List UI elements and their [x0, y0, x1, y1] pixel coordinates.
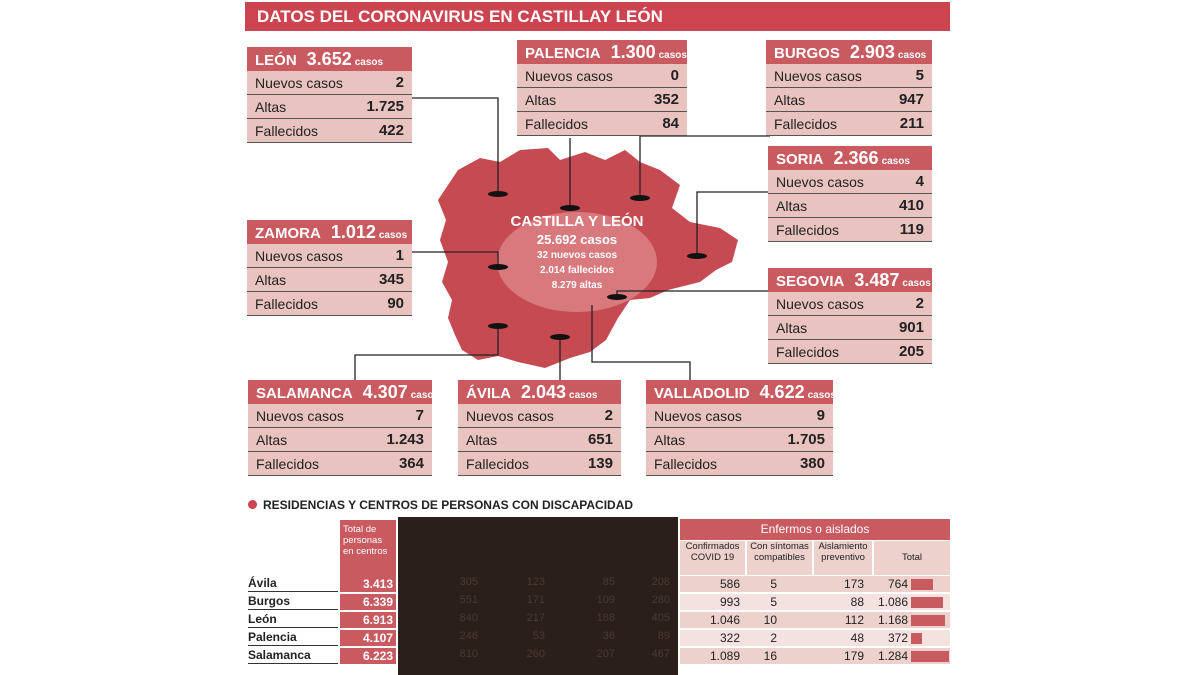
cell-confirmados: 993 — [719, 595, 740, 609]
redacted-value: 840 — [459, 612, 478, 624]
row-nuevos: Nuevos casos 2 — [768, 292, 932, 316]
region-deaths: 2.014 fallecidos — [540, 265, 614, 276]
province-box-salamanca — [248, 380, 440, 476]
row-fallecidos: Fallecidos 422 — [247, 119, 412, 143]
row-label: Ávila — [248, 576, 277, 590]
row-divider — [248, 663, 338, 664]
row-total-centros: 4.107 — [340, 630, 396, 646]
row-label: León — [248, 612, 277, 626]
col-total-header: Total — [874, 541, 950, 575]
region-cases: 25.692 casos — [536, 232, 618, 247]
redacted-value: 188 — [596, 612, 615, 624]
cell-confirmados: 322 — [719, 631, 740, 645]
redacted-value: 171 — [526, 594, 545, 606]
cell-total: 1.086 — [877, 595, 908, 609]
cell-confirmados: 1.089 — [709, 649, 740, 663]
row-altas: Altas 1.243 — [248, 428, 432, 452]
row-fallecidos: Fallecidos 211 — [766, 112, 932, 136]
cell-aislamiento: 112 — [844, 613, 864, 627]
cell-total: 1.168 — [877, 613, 908, 627]
row-fallecidos: Fallecidos 205 — [768, 340, 932, 364]
total-bar — [911, 651, 949, 662]
row-divider — [248, 591, 338, 592]
redacted-value: 305 — [459, 576, 478, 588]
redacted-value: 123 — [526, 576, 545, 588]
redacted-value: 280 — [651, 594, 670, 606]
cell-sintomas: 5 — [770, 595, 777, 609]
row-label: Palencia — [248, 630, 297, 644]
col-confirmados-header: Confirmados COVID 19 — [680, 541, 745, 575]
redacted-value: 36 — [602, 630, 615, 642]
row-fallecidos: Fallecidos 119 — [768, 218, 932, 242]
cell-aislamiento: 48 — [850, 631, 864, 645]
province-header: ÁVILA 2.043 casos — [458, 380, 621, 404]
redacted-value: 467 — [651, 648, 670, 660]
total-bar — [911, 633, 922, 644]
province-header: BURGOS 2.903 casos — [766, 40, 932, 64]
region-summary — [497, 213, 657, 292]
province-header: SORIA 2.366 casos — [768, 146, 932, 170]
province-box-soria — [768, 146, 932, 242]
redacted-value: 246 — [459, 630, 478, 642]
row-nuevos: Nuevos casos 2 — [458, 404, 621, 428]
row-total-centros: 6.913 — [340, 612, 396, 628]
province-box-avila — [458, 380, 621, 476]
cell-sintomas: 2 — [770, 631, 777, 645]
row-nuevos: Nuevos casos 2 — [247, 71, 412, 95]
region-name: CASTILLA Y LEÓN — [510, 213, 644, 230]
redacted-value: 109 — [596, 594, 615, 606]
row-altas: Altas 345 — [247, 268, 412, 292]
redacted-value: 405 — [651, 612, 670, 624]
enfermos-header: Enfermos o aislados — [680, 519, 950, 540]
residencias-title: RESIDENCIAS Y CENTROS DE PERSONAS CON DISCAPACIDAD — [248, 498, 633, 512]
row-nuevos: Nuevos casos 7 — [248, 404, 432, 428]
cell-confirmados: 586 — [719, 577, 740, 591]
province-header: PALENCIA 1.300 casos — [517, 40, 687, 64]
redacted-value: 85 — [602, 576, 615, 588]
total-bar — [911, 579, 933, 590]
province-header: SALAMANCA 4.307 casos — [248, 380, 432, 404]
province-header: SEGOVIA 3.487 casos — [768, 268, 932, 292]
row-altas: Altas 651 — [458, 428, 621, 452]
cell-aislamiento: 88 — [850, 595, 864, 609]
cell-total: 1.284 — [877, 649, 908, 663]
row-altas: Altas 1.725 — [247, 95, 412, 119]
cell-confirmados: 1.046 — [709, 613, 740, 627]
row-fallecidos: Fallecidos 90 — [247, 292, 412, 316]
row-altas: Altas 901 — [768, 316, 932, 340]
cell-sintomas: 10 — [763, 613, 777, 627]
redacted-value: 53 — [532, 630, 545, 642]
province-box-zamora — [247, 220, 412, 316]
cell-sintomas: 5 — [770, 577, 777, 591]
redacted-value: 207 — [596, 648, 615, 660]
redacted-value: 89 — [657, 630, 670, 642]
row-total-centros: 6.339 — [340, 594, 396, 610]
row-label: Salamanca — [248, 648, 311, 662]
total-bar — [911, 615, 945, 626]
row-label: Burgos — [248, 594, 290, 608]
row-fallecidos: Fallecidos 139 — [458, 452, 621, 476]
province-box-segovia — [768, 268, 932, 364]
total-centros-header: Total de personas en centros — [340, 520, 396, 576]
redacted-value: 810 — [459, 648, 478, 660]
row-nuevos: Nuevos casos 0 — [517, 64, 687, 88]
total-bar — [911, 597, 943, 608]
cell-aislamiento: 173 — [843, 577, 864, 591]
row-altas: Altas 352 — [517, 88, 687, 112]
row-total-centros: 6.223 — [340, 648, 396, 664]
province-box-burgos — [766, 40, 932, 136]
col-aislamiento-header: Aislamiento preventivo — [814, 541, 872, 575]
row-nuevos: Nuevos casos 5 — [766, 64, 932, 88]
infographic-title: DATOS DEL CORONAVIRUS EN CASTILLAY LEÓN — [245, 2, 950, 31]
cell-aislamiento: 179 — [843, 649, 864, 663]
redacted-value: 551 — [459, 594, 478, 606]
province-box-leon — [247, 47, 412, 143]
row-altas: Altas 947 — [766, 88, 932, 112]
row-divider — [248, 645, 338, 646]
row-altas: Altas 410 — [768, 194, 932, 218]
row-fallecidos: Fallecidos 84 — [517, 112, 687, 136]
province-box-valladolid — [646, 380, 836, 476]
region-discharges: 8.279 altas — [551, 280, 603, 291]
redacted-value: 217 — [526, 612, 545, 624]
cell-total: 372 — [887, 631, 908, 645]
cell-sintomas: 16 — [763, 649, 777, 663]
bullet-dot — [248, 500, 257, 509]
province-header: LEÓN 3.652 casos — [247, 47, 412, 71]
row-nuevos: Nuevos casos 4 — [768, 170, 932, 194]
row-divider — [248, 609, 338, 610]
redacted-value: 208 — [651, 576, 670, 588]
region-new-cases: 32 nuevos casos — [536, 250, 618, 261]
row-nuevos: Nuevos casos 9 — [646, 404, 833, 428]
row-nuevos: Nuevos casos 1 — [247, 244, 412, 268]
col-sintomas-header: Con síntomas compatibles — [747, 541, 812, 575]
province-header: ZAMORA 1.012 casos — [247, 220, 412, 244]
cell-total: 764 — [887, 577, 908, 591]
row-total-centros: 3.413 — [340, 576, 396, 592]
redacted-value: 260 — [526, 648, 545, 660]
row-altas: Altas 1.705 — [646, 428, 833, 452]
province-header: VALLADOLID 4.622 casos — [646, 380, 833, 404]
row-fallecidos: Fallecidos 364 — [248, 452, 432, 476]
row-fallecidos: Fallecidos 380 — [646, 452, 833, 476]
province-box-palencia — [517, 40, 687, 136]
row-divider — [248, 627, 338, 628]
